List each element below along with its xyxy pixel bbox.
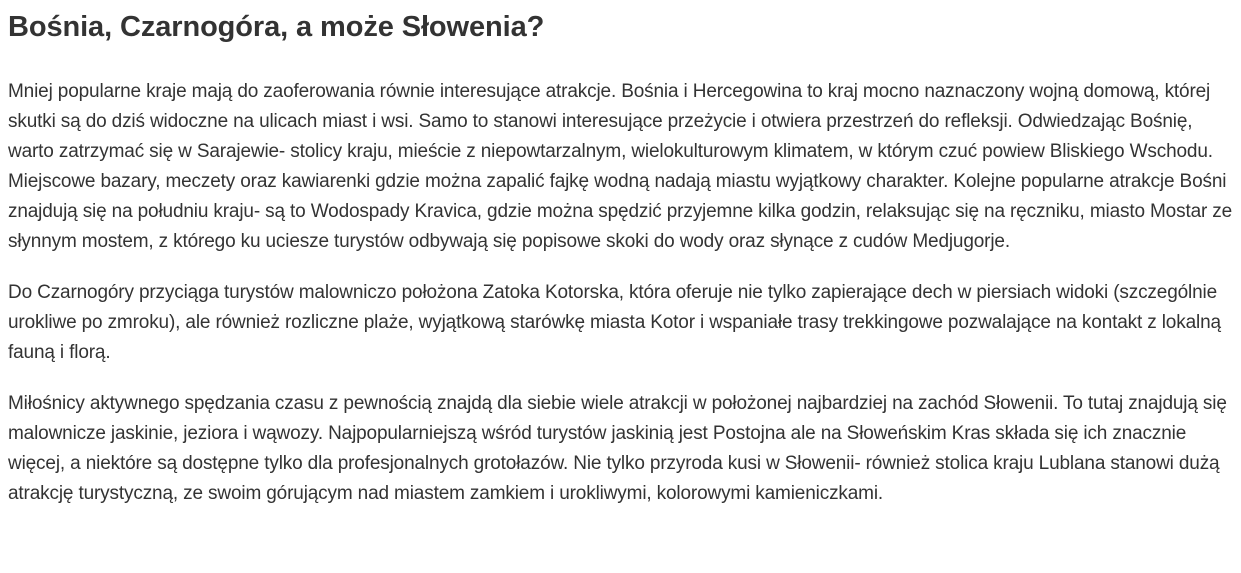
paragraph-montenegro: Do Czarnogóry przyciąga turystów malowniczo położona Zatoka Kotorska, która oferuje nie tylko zapierające dech w piersiach widoki (szczególnie urokliwe po zmroku), ale również rozliczne plaże, wyjątkową starówkę miasta Kotor i wspaniałe trasy trekkingowe pozwalające na kontakt z lokalną fauną i florą. bbox=[8, 282, 1221, 363]
paragraph-slovenia: Miłośnicy aktywnego spędzania czasu z pewnością znajdą dla siebie wiele atrakcji w położonej najbardziej na zachód Słowenii. To tutaj znajdują się malownicze jaskinie, jeziora i wąwozy. Najpopularniejszą wśród turystów jaskinią jest Postojna ale na Słoweńskim Kras składa się ich znacznie więcej, a niektóre są dostępne tylko dla profesjonalnych grotołazów. Nie tylko przyroda kusi w Słowenii- również stolica kraju Lublana stanowi dużą atrakcję turystyczną, ze swoim górującym nad miastem zamkiem i urokliwymi, kolorowymi kamieniczkami. bbox=[8, 393, 1227, 504]
article-title: Bośnia, Czarnogóra, a może Słowenia? bbox=[8, 11, 545, 43]
paragraph-bosnia: Mniej popularne kraje mają do zaoferowania równie interesujące atrakcje. Bośnia i Hercegowina to kraj mocno naznaczony wojną domową, której skutki są do dziś widoczne na ulicach miast i wsi. Samo to stanowi interesujące przeżycie i otwiera przestrzeń do refleksji. Odwiedzając Bośnię, warto zatrzymać się w Sarajewie- stolicy kraju, mieście z niepowtarzalnym, wielokulturowym klimatem, w którym czuć powiew Bliskiego Wschodu. Miejscowe bazary, meczety oraz kawiarenki gdzie można zapalić fajkę wodną nadają miastu wyjątkowy charakter. Kolejne popularne atrakcje Bośni znajdują się na południu kraju- są to Wodospady Kravica, gdzie można spędzić przyjemne kilka godzin, relaksując się na ręczniku, miasto Mostar ze słynnym mostem, z którego ku uciesze turystów odbywają się popisowe skoki do wody oraz słynące z cudów Medjugorje. bbox=[8, 81, 1233, 252]
